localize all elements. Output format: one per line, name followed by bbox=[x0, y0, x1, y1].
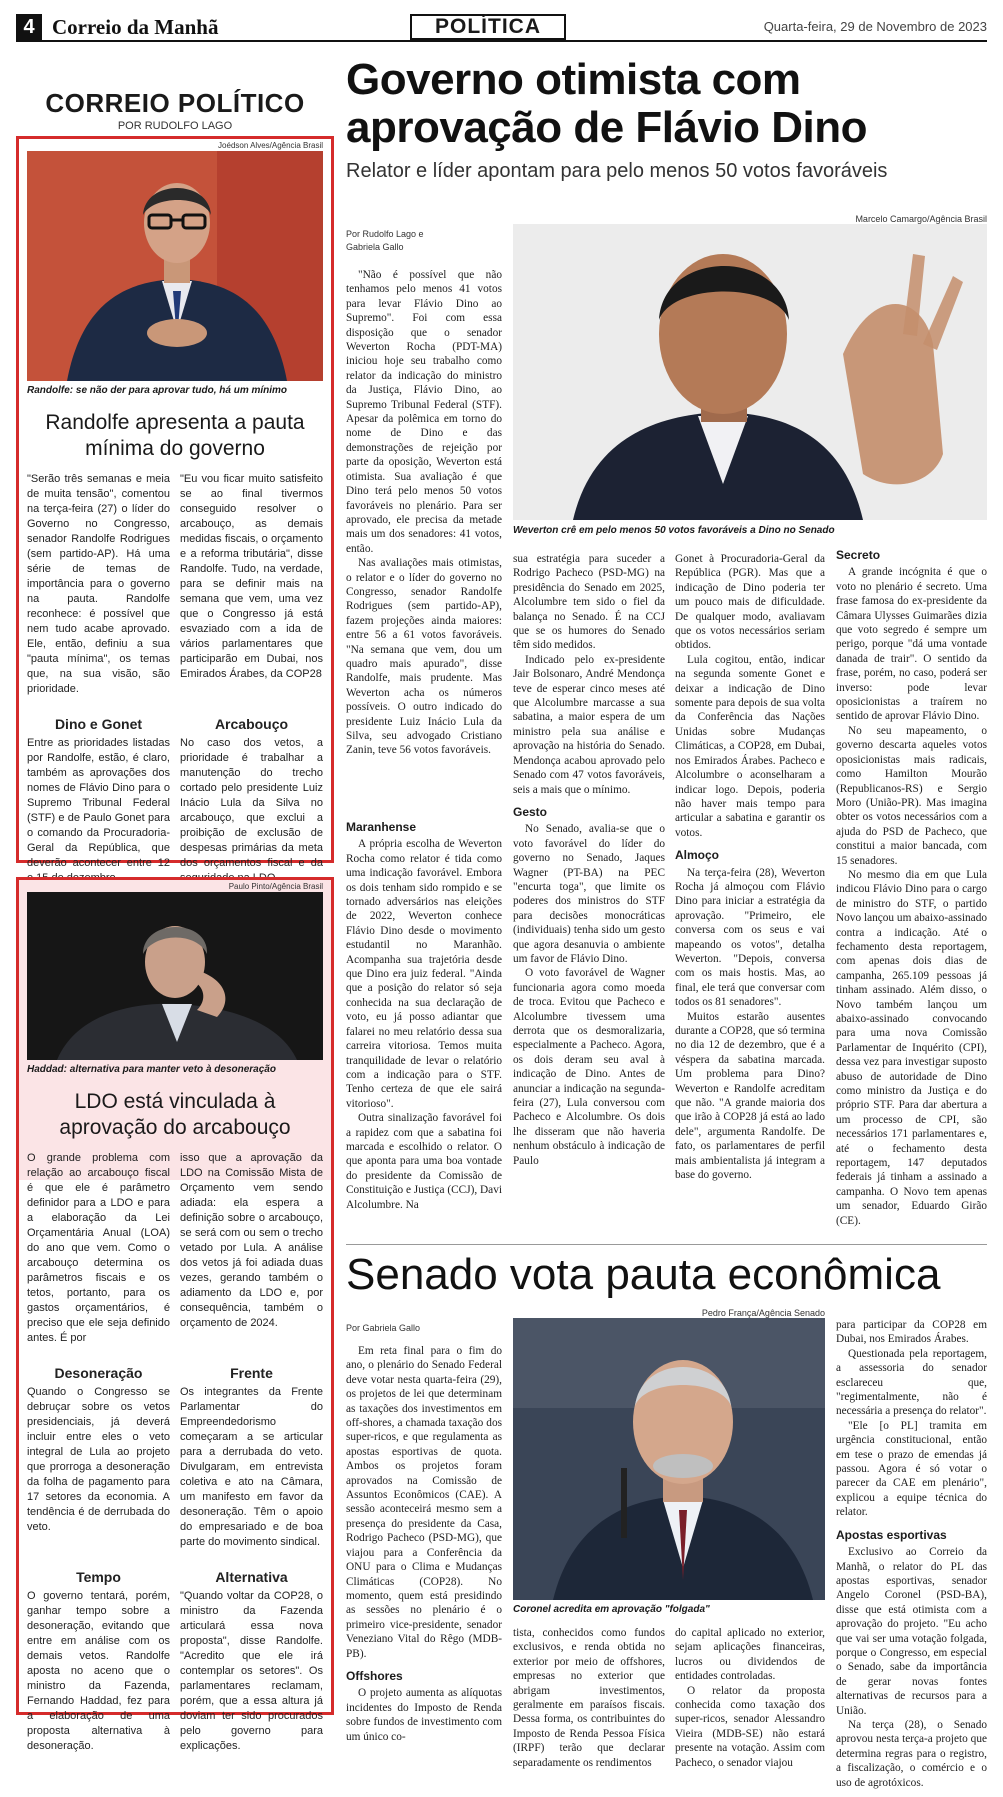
story-headline: Randolfe apresenta a pauta mínima do governo bbox=[45, 411, 305, 460]
article1-column-4 bbox=[836, 540, 987, 1228]
subtext-alternativa: "Quando voltar da COP28, o ministro da Fazenda articulará essa nova proposta", disse Randolfe. "Acredito que ele irá contemplar os setores". Os parlamentares reclamam, porém, que a essa altura já doviam ter sido procurados pelo governo para explicações. bbox=[180, 1590, 323, 1752]
randolfe-photo bbox=[27, 151, 323, 381]
story-text-left: "Serão três semanas e meia de muita tensão", comentou na terça-feira (27) o líder do Governo no Congresso, senador Randolfe Rodrigues (sem partido-AP). Há uma série de temas de importância para o governo na pauta. Randolfe reconhece: é possível que nem tudo acabe aprovado. Ele, então, definiu a sua "pauta mínima", os temas que, na sua visão, são prioridade. bbox=[27, 473, 170, 695]
article2-headline: Senado vota pauta econômica bbox=[346, 1250, 941, 1299]
subhead-offshores: Offshores bbox=[346, 1668, 403, 1683]
photo-caption: Coronel acredita em aprovação "folgada" bbox=[513, 1604, 825, 1615]
paragraph: No seu mapeamento, o governo descarta aqueles votos oposicionistas mais radicais, como Hamilton Mourão (Republicanos-RS) e Sergio Moro (União-PR). Mas imagina obter os votos necessários com a ajuda do PSD de Pacheco, que constitui a maior bancada, com 15 senadores. bbox=[836, 724, 987, 867]
coronel-portrait-image bbox=[513, 1318, 825, 1600]
subhead-maranhense: Maranhense bbox=[346, 820, 417, 834]
article-flavio-dino bbox=[346, 56, 987, 183]
article1-column-1-cont bbox=[346, 812, 502, 1212]
haddad-portrait-image bbox=[27, 892, 323, 1060]
subhead-tempo: Tempo bbox=[76, 1569, 121, 1585]
article2-column-1 bbox=[346, 1344, 502, 1744]
photo-credit: Pedro França/Agência Senado bbox=[701, 1308, 825, 1318]
photo-caption: Weverton crê em pelo menos 50 votos favoráveis a Dino no Senado bbox=[513, 525, 987, 536]
subtext-tempo: O governo tentará, porém, ganhar tempo sobre a desoneração, evitando que entre em análise com os demais vetos. Randolfe aposta no aceno que o ministro da Fazenda, Fernando Haddad, fez para a elaboração de uma proposta alternativa à desoneração. bbox=[27, 1590, 170, 1752]
paragraph: Lula cogitou, então, indicar na segunda somente Gonet e deixar a indicação de Dino somente para depois de sua volta da Conferência das Nações Unidas sobre Mudanças Climáticas, a COP28, em Dubai, nos Emirados Árabes. Pacheco e Alcolumbre o aconselharam a indicar logo. Depois, poderia não haver mais tempo para articular a sabatina e garantir os votos. bbox=[675, 653, 825, 839]
paragraph: "Ele [o PL] tramita em urgência constitucional, então em tese o prazo de emendas já passou. Agora é só votar o parecer da CAE em plenário", explicou a equipe técnica do relator. bbox=[836, 1419, 987, 1519]
paragraph: Na terça-feira (28), Weverton Rocha já almoçou com Flávio Dino para iniciar a estratégia da aprovação. "Primeiro, ele conversa com os seus e vai mapeando os votos", detalha Weverton. "Depois, conversa com os mais hostis. Mas, ao final, ele terá que conversar com todos os 81 senadores". bbox=[675, 866, 825, 1009]
article-subhead: Relator e líder apontam para pelo menos 50 votos favoráveis bbox=[346, 160, 888, 182]
article-headline: Governo otimista com aprovação de Flávio Dino bbox=[346, 55, 868, 152]
subtext-arcabouco: No caso dos vetos, a prioridade é trabalhar a manutenção do trecho cortado pelo presidente Luiz Inácio Lula da Silva no arcabouço, que exclui a proibição de exclusão de despesas primárias da meta dos orçamentos fiscal e da bbox=[180, 737, 323, 869]
story-body bbox=[27, 1151, 323, 1346]
paragraph: Outra sinalização favorável foi a rapidez com que a sabatina foi marcada e escolhido o relator. O que aponta para uma boa vontade do presidente da Comissão de Constituição e Justiça (CCJ), Davi Alcolumbre. Na bbox=[346, 1112, 502, 1211]
article2-byline: Por Gabriela Gallo bbox=[346, 1323, 421, 1333]
paragraph: "Não é possível que não tenhamos pelo menos 41 votos para levar Flávio Dino ao Supremo". Foi com essa disposição que o senador Weverton Rocha (PDT-MA) iniciou hoje seu trabalho como relator da indicação do ministro da Justiça, Flávio Dino, ao Supremo Tribunal Federal (STF). Apesar da polêmica em torno do nome de Dino e das demonstrações de rejeição por parte da oposição, Weverton está otimista. Sua avaliação é que Dino terá pelo menos 50 votos favoráveis no plenário. Para ser aprovado, ele precisa da metade mais um dos senadores: 41 votos, então. bbox=[346, 269, 502, 555]
randolfe-portrait-image bbox=[27, 151, 323, 381]
article2-column-3 bbox=[675, 1626, 825, 1770]
story-randolfe bbox=[16, 136, 334, 869]
subtext-frente: Os integrantes da Frente Parlamentar do Empreendedorismo começaram a se articular para a derrubada do veto. Divulgaram, em entrevista coletiva e ato na Câmara, um manifesto em favor da desoneração. Têm o apoio do empresariado e de boa parte do movimento sindical. bbox=[180, 1386, 323, 1548]
paragraph: Muitos estarão ausentes durante a COP28, que só termina no dia 12 de dezembro, que é a véspera da sabatina marcada. Um problema para Dino? Weverton e Randolfe acreditam que não. "A grande maioria dos que irão à COP28 já está ao lado dele", argumenta Randolfe. De fato, os parlamentares de perfil mais ambientalista já integram a base do governo. bbox=[675, 1010, 825, 1182]
paragraph: Nas avaliações mais otimistas, o relator e o líder do governo no Congresso, senador Randolfe Rodrigues (sem partido-AP), fazem projeções ainda maiores: entre 56 a 61 votos favoráveis. "Na semana que vem, dou um quadro mais apurado", disse Randolfe, mais prudente. Mas Weverton acha os números possíveis. O outro indicado do presidente Luiz Inácio Lula da Silva, seu advogado Cristiano Zanin, teve 56 votos favoráveis. bbox=[346, 557, 502, 757]
masthead bbox=[16, 14, 987, 42]
coronel-photo bbox=[513, 1318, 825, 1600]
paragraph: Gonet à Procuradoria-Geral da República (PGR). Mas que a indicação de Dino poderia ter um pouco mais de dificuldade. De qualquer modo, avaliavam que os votos necessários seriam obtidos. bbox=[675, 553, 825, 652]
paragraph: Em reta final para o fim do ano, o plenário do Senado Federal deve votar nesta quarta-feira (29), os projetos de lei que determinam as taxações dos investimentos em off-shores, a chamada taxação dos super-ricos, e que regulamenta as apostas esportivas de quota. Ambos os projetos foram aprovados na Comissão de Assuntos Econômicos (CAE). A sessão aconteceirá mesmo sem a presença do presidente da Casa, Rodrigo Pacheco (PSD-MG), que viajou para a Conferência da ONU para o Clima e Mudanças Climáticas (COP28). No momento, quem está presidindo as sessões no plenário é o primeiro vice-presidente, senador Veneziano Vital do Rêgo (MDB-PB). bbox=[346, 1345, 502, 1660]
article2-column-2 bbox=[513, 1626, 665, 1770]
paragraph: O relator da proposta conhecida como taxação dos super-ricos, senador Alessandro Vieira (MDB-SE) não estará presente na votação. Assim com Pacheco, o senador viajou bbox=[675, 1684, 825, 1769]
article1-column-1 bbox=[346, 268, 502, 758]
subhead-secreto: Secreto bbox=[836, 548, 881, 562]
photo-credit: Paulo Pinto/Agência Brasil bbox=[228, 882, 323, 891]
paragraph: para participar da COP28 em Dubai, nos Emirados Árabes. bbox=[836, 1319, 987, 1346]
subhead-arcabouco: Arcabouço bbox=[214, 716, 289, 732]
story-body bbox=[27, 472, 323, 697]
story-text-left: O grande problema com relação ao arcabouço fiscal é que ele é parâmetro definidor para a LDO e para a elaboração da Lei Orçamentária Anual (LOA) do ano que vem. Como o arcabouço determina os parâmetros fiscais e os tetos, portanto, para os gastos orçamentários, é preciso que ele seja definido antes. É por bbox=[27, 1152, 170, 1344]
subtext-desoneracao: Quando o Congresso se debruçar sobre os vetos presidenciais, já deverá incluir entre eles o veto integral de Lula ao projeto que prorroga a desoneração da folha de pagamento para 17 setores da economia. A tendência é de derrubada do veto. bbox=[27, 1386, 170, 1533]
photo-credit: Marcelo Camargo/Agência Brasil bbox=[855, 214, 987, 224]
subhead-desoneracao: Desoneração bbox=[54, 1365, 143, 1381]
subhead-gesto: Gesto bbox=[513, 804, 548, 819]
paragraph: O projeto aumenta as alíquotas incidentes do Imposto de Renda sobre fundos de investimento com um único co- bbox=[346, 1687, 502, 1743]
paragraph: tista, conhecidos como fundos exclusivos, e renda obtida no exterior por meio de offshores, empresas no exterior que abrigam investimentos, geralmente em paraísos fiscais. Dessa forma, os contribuintes do Imposto de Renda Pessoa Física (IRPF) terão que declarar separadamente os rendimentos bbox=[513, 1627, 665, 1769]
issue-date: Quarta-feira, 29 de Novembro de 2023 bbox=[763, 19, 987, 34]
weverton-portrait-image bbox=[513, 224, 987, 520]
column-byline: POR RUDOLFO LAGO bbox=[117, 120, 233, 132]
subhead-frente: Frente bbox=[230, 1365, 273, 1381]
article1-column-3 bbox=[675, 552, 825, 1182]
paragraph: do capital aplicado no exterior, sejam aplicações financeiras, lucros ou dividendos de entidades controladas. bbox=[675, 1627, 825, 1683]
subhead-almoco: Almoço bbox=[675, 848, 720, 863]
paragraph: O voto favorável de Wagner funcionaria agora como moeda de troca. Evitou que Pacheco e Alcolumbre tivessem uma derrota que os desmoralizaria, especialmente a Pacheco. Agora, os dois deram seu aval à indicação de Dino. Antes de anunciar a indicação na segunda-feira (27), Lula conversou com Pacheco e Alcolumbre. Os dois lhe disseram que não haveria nenhum obstáculo à indicação de Paulo bbox=[513, 967, 665, 1167]
story-headline: LDO está vinculada à aprovação do arcabouço bbox=[59, 1090, 291, 1139]
subtext-dino-gonet: Entre as prioridades listadas por Randolfe, estão, é claro, também as aprovações dos nomes de Flávio Dino para o Supremo Tribunal Federal (STF) e de Paulo Gonet para o comando da Procuradoria-Geral da República, que deverão acontecer entre 12 bbox=[27, 737, 170, 869]
column-correio-politico bbox=[16, 70, 334, 1782]
subhead-apostas-esportivas: Apostas esportivas bbox=[836, 1527, 947, 1542]
weverton-photo bbox=[513, 224, 987, 520]
paragraph: Na terça (28), o Senado aprovou nesta terça-a projeto que determina regras para o registro, a fiscalização, o comércio e o uso de agrotóxicos. bbox=[836, 1718, 987, 1789]
story-ldo bbox=[16, 877, 334, 1752]
photo-credit: Joédson Alves/Agência Brasil bbox=[218, 141, 323, 150]
column-title: CORREIO POLÍTICO bbox=[45, 88, 305, 118]
paragraph: Exclusivo ao Correio da Manhã, o relator do PL das apostas esportivas, senador Angelo Coronel (PSD-BA), disse que está otimista com a aprovação do projeto. "Eu acho que vai ser uma votação folgada, porque o Congresso, em especial o Senado, sabe da importância de gerar novas fontes alternativas de recursos para a União. bbox=[836, 1546, 987, 1717]
article2-column-4 bbox=[836, 1318, 987, 1790]
article-divider bbox=[346, 1244, 987, 1245]
article1-column-2 bbox=[513, 552, 665, 1168]
story-text-right: isso que a aprovação da LDO na Comissão Mista de Orçamento vem sendo adiada: ela espera a definição sobre o arcabouço, se será com ou sem o trecho vetado por Lula. A análise dos vetos já foi adiada duas vezes, gerando também o adiamento da LDO e, por consequência, também o orçamento de 2024. bbox=[180, 1152, 323, 1329]
paragraph: Questionada pela reportagem, a assessoria do senador esclareceu que, "regimentalmente, não é necessária a presença do relator". bbox=[836, 1347, 987, 1418]
paragraph: A própria escolha de Weverton Rocha como relator é tida como uma indicação favorável. Embora os dois tenham sido rompido e se tornado adversários nas eleições de 2022, Weverton conhece Flávio Dino desde o movimento estudantil no Maranhão. Acompanha sua trajetória desde que Dino era juiz federal. "Ainda que a posição do relator só seja conhecida na sua declaração de voto, eu já posso adiantar que falarei no meu relatório dessa sua carreira vitoriosa. Temos muita tranquilidade de levar o relatório com a indicação para o STF. Tenho certeza de que ele sairá vitorioso". bbox=[346, 838, 502, 1110]
paragraph: Indicado pelo ex-presidente Jair Bolsonaro, André Mendonça teve de esperar cinco meses até que Alcolumbre marcasse a sua sabatina, a maior espera de um ministro pela sua análise e aprovação na história do Senado. Mendonça acabou aprovado pelo Senado com 47 votos favoráveis, seis a mais que o mínimo. bbox=[513, 653, 665, 796]
paragraph: No mesmo dia em que Lula indicou Flávio Dino para o cargo de ministro do STF, o partido Novo lançou um abaixo-assinado contra a indicação. Até o fechamento desta reportagem, com apenas dois dias de campanha, 265.109 pessoas já tinham assinado. Além disso, o Novo também lançou um abaixo-assinado convocando para uma nova Comissão Parlamentar de Inquérito (CPI), dessa vez para investigar suposto abuso de autoridade de Dino como ministro da Justiça e do próprio STF. Para dar abertura a um processo de CPI, são necessários 171 parlamentares e, até o fechamento desta reportagem, 147 deputados federais já tinham a assinado a campanha. O Novo tem apenas um senador, Eduardo Girão (CE). bbox=[836, 868, 987, 1227]
page-number: 4 bbox=[16, 14, 42, 40]
story-subsections-2 bbox=[27, 1560, 323, 1754]
subhead-dino-gonet: Dino e Gonet bbox=[54, 716, 143, 732]
section-tag: POLÍTICA bbox=[410, 14, 566, 40]
story-subsections bbox=[27, 707, 323, 886]
paragraph: sua estratégia para suceder a Rodrigo Pacheco (PSD-MG) na presidência do Senado em 2025, Alcolumbre tem sido o fiel da balança no Senado. É na CCJ que se os humores do Senado têm sido medidos. bbox=[513, 553, 665, 652]
subhead-alternativa: Alternativa bbox=[215, 1569, 288, 1585]
story-subsections-1 bbox=[27, 1356, 323, 1550]
photo-caption: Haddad: alternativa para manter veto à desoneração bbox=[27, 1064, 276, 1075]
article-byline: Por Rudolfo Lago e Gabriela Gallo bbox=[346, 229, 424, 252]
haddad-photo bbox=[27, 892, 323, 1060]
paper-name: Correio da Manhã bbox=[52, 15, 219, 39]
story-text-right: "Eu vou ficar muito satisfeito se ao final tivermos conseguido resolver o arcabouço, as demais medidas fiscais, o orçamento e a reforma tributária", disse Randolfe. Tudo, na verdade, para se definir mais na semana que vem, uma vez que o Congresso já está esvaziado com a ida de vários parlamentares que participarão em Dubai, nos Emirados Árabes, da COP28 bbox=[180, 473, 323, 680]
paragraph: A grande incógnita é que o voto no plenário é secreto. Uma frase famosa do ex-presidente da Câmara Ulysses Guimarães dizia que voto segredo é sempre um perigo, porque "dá uma vontade danada de trair". O sentido da frase, porém, no caso, poderá ser inverso: pode levar oposicionistas a traírem no sentido de aprovar Flávio Dino. bbox=[836, 566, 987, 723]
photo-caption: Randolfe: se não der para aprovar tudo, há um mínimo bbox=[27, 385, 288, 396]
paragraph: No Senado, avalia-se que o voto favorável do líder do governo no Senado, Jaques Wagner (PT-BA) na PEC "encurta toga", que limite os poderes dos ministros do STF para decisões monocráticas (individuais) tenha sido um gesto que agora desanuvia o ambiente um favor de Flávio Dino. bbox=[513, 823, 665, 965]
